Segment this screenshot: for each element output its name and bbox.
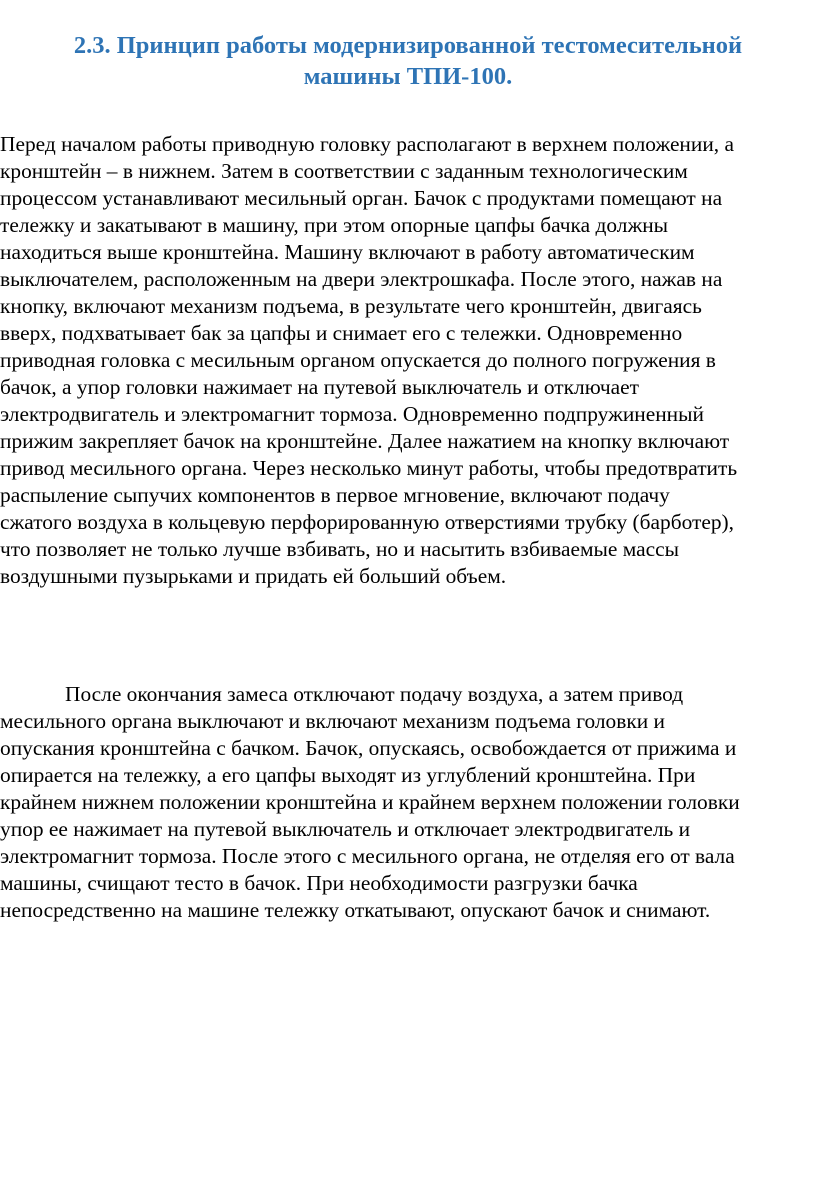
text-line: прижим закрепляет бачок на кронштейне. Далее нажатием на кнопку включают bbox=[0, 429, 730, 453]
text-line: тележку и закатывают в машину, при этом опорные цапфы бачка должны bbox=[0, 213, 669, 237]
text-line: электродвигатель и электромагнит тормоза. Одновременно подпружиненный bbox=[0, 402, 704, 426]
text-line: После окончания замеса отключают подачу воздуха, а затем привод bbox=[65, 682, 684, 706]
text-line: воздушными пузырьками и придать ей больший объем. bbox=[0, 564, 507, 588]
text-line: опускания кронштейна с бачком. Бачок, опускаясь, освобождается от прижима и bbox=[0, 736, 737, 760]
text-line: Перед началом работы приводную головку располагают в верхнем положении, а bbox=[0, 132, 734, 156]
text-line: крайнем нижнем положении кронштейна и крайнем верхнем положении головки bbox=[0, 790, 740, 814]
text-line: распыление сыпучих компонентов в первое мгновение, включают подачу bbox=[0, 483, 670, 507]
text-line: машины, счищают тесто в бачок. При необходимости разгрузки бачка bbox=[0, 871, 638, 895]
text-line: опирается на тележку, а его цапфы выходят из углублений кронштейна. При bbox=[0, 763, 696, 787]
paragraph-2 bbox=[0, 681, 816, 924]
text-line: приводная головка с месильным органом опускается до полного погружения в bbox=[0, 348, 716, 372]
text-line: месильного органа выключают и включают механизм подъема головки и bbox=[0, 709, 665, 733]
text-line: выключателем, расположенным на двери электрошкафа. После этого, нажав на bbox=[0, 267, 723, 291]
text-line: кнопку, включают механизм подъема, в результате чего кронштейн, двигаясь bbox=[0, 294, 702, 318]
paragraph-1 bbox=[0, 131, 816, 590]
heading-line: 2.3. Принцип работы модернизированной тестомесительной bbox=[73, 32, 743, 59]
text-line: электромагнит тормоза. После этого с месильного органа, не отделяя его от вала bbox=[0, 844, 735, 868]
text-line: бачок, а упор головки нажимает на путевой выключатель и отключает bbox=[0, 375, 639, 399]
heading-line: машины ТПИ-100. bbox=[303, 63, 513, 90]
text-line: кронштейн – в нижнем. Затем в соответствии с заданным технологическим bbox=[0, 159, 688, 183]
text-line: упор ее нажимает на путевой выключатель и отключает электродвигатель и bbox=[0, 817, 691, 841]
section-heading bbox=[20, 30, 796, 92]
text-line: привод месильного органа. Через несколько минут работы, чтобы предотвратить bbox=[0, 456, 738, 480]
text-line: сжатого воздуха в кольцевую перфорированную отверстиями трубку (барботер), bbox=[0, 510, 735, 534]
text-line: находиться выше кронштейна. Машину включают в работу автоматическим bbox=[0, 240, 695, 264]
text-line: что позволяет не только лучше взбивать, но и насытить взбиваемые массы bbox=[0, 537, 679, 561]
text-line: вверх, подхватывает бак за цапфы и снимает его с тележки. Одновременно bbox=[0, 321, 683, 345]
text-line: непосредственно на машине тележку откатывают, опускают бачок и снимают. bbox=[0, 898, 711, 922]
text-line: процессом устанавливают месильный орган. Бачок с продуктами помещают на bbox=[0, 186, 723, 210]
